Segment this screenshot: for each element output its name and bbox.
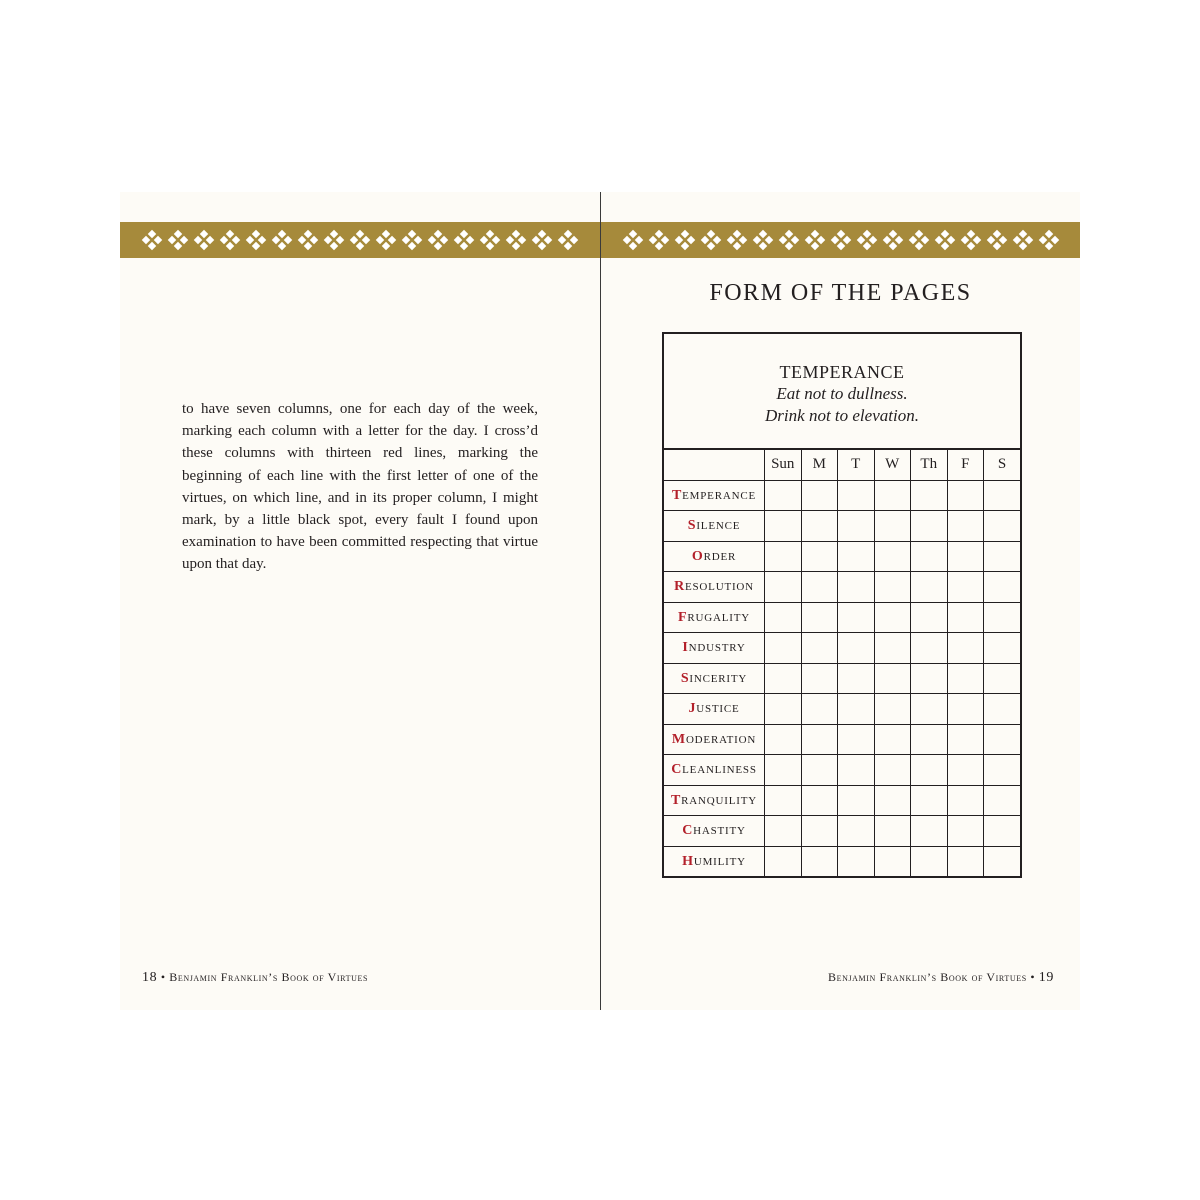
virtue-row [664,602,1020,633]
tally-cell [874,846,911,876]
four-diamond-cluster-icon [649,230,669,250]
four-diamond-cluster-icon [142,230,162,250]
tally-cell [874,541,911,572]
virtue-label [664,785,765,816]
day-header-cell: Th [911,450,948,480]
tally-cell [838,785,875,816]
four-diamond-cluster-icon [246,230,266,250]
virtue-rest: esolution [685,578,754,595]
tally-cell [947,602,984,633]
tally-cell [984,663,1021,694]
four-diamond-cluster-icon [805,230,825,250]
four-diamond-cluster-icon [558,230,578,250]
tally-cell [911,724,948,755]
virtue-label [664,816,765,847]
tally-cell [984,541,1021,572]
virtue-row [664,694,1020,725]
tally-cell [911,602,948,633]
four-diamond-cluster-icon [623,230,643,250]
four-diamond-cluster-icon [935,230,955,250]
tally-cell [765,541,802,572]
tally-cell [947,694,984,725]
four-diamond-cluster-icon [1013,230,1033,250]
four-diamond-cluster-icon [779,230,799,250]
tally-cell [801,785,838,816]
tally-cell [947,755,984,786]
tally-cell [838,724,875,755]
tally-cell [911,480,948,511]
day-header-cell: F [947,450,984,480]
virtue-row [664,511,1020,542]
tally-cell [801,633,838,664]
tally-cell [874,694,911,725]
four-diamond-cluster-icon [857,230,877,250]
virtue-label [664,755,765,786]
virtue-row [664,633,1020,664]
tally-cell [801,694,838,725]
tally-cell [838,602,875,633]
tally-cell [765,511,802,542]
tally-cell [874,724,911,755]
tally-cell [801,846,838,876]
tally-cell [874,572,911,603]
tally-cell [984,755,1021,786]
tally-cell [838,694,875,725]
tally-cell [838,846,875,876]
virtue-rest: leanliness [682,761,757,778]
four-diamond-cluster-icon [753,230,773,250]
virtue-rest: ndustry [688,639,746,656]
tally-cell [984,816,1021,847]
virtue-rest: ranquility [681,791,757,808]
tally-cell [838,816,875,847]
four-diamond-cluster-icon [194,230,214,250]
footer-bullet-left: • [160,970,166,984]
right-diamond-row [623,230,1059,250]
tally-cell [765,816,802,847]
four-diamond-cluster-icon [909,230,929,250]
virtue-initial: S [680,670,690,686]
tally-cell [911,846,948,876]
virtue-initial: I [682,640,689,656]
page-number-right: 19 [1038,970,1054,985]
tally-cell [947,480,984,511]
four-diamond-cluster-icon [831,230,851,250]
virtue-initial: C [682,823,694,839]
tally-cell [874,816,911,847]
four-diamond-cluster-icon [961,230,981,250]
virtue-initial: T [672,487,683,503]
precept-line-1: Eat not to dullness. [776,384,908,403]
tally-cell [911,816,948,847]
virtue-rest: umility [693,852,746,869]
tally-cell [984,511,1021,542]
tally-cell [984,694,1021,725]
day-header-cell: T [838,450,875,480]
virtue-initial: R [674,579,685,595]
tally-cell [984,724,1021,755]
tally-cell [838,755,875,786]
tally-cell [947,663,984,694]
left-diamond-row [142,230,578,250]
virtue-initial: H [682,853,694,869]
tally-cell [911,785,948,816]
tally-cell [911,541,948,572]
day-header-cell: S [984,450,1021,480]
four-diamond-cluster-icon [324,230,344,250]
virtue-row [664,724,1020,755]
virtue-chart [662,332,1022,878]
virtue-grid [664,450,1020,876]
tally-cell [838,480,875,511]
four-diamond-cluster-icon [168,230,188,250]
tally-cell [984,785,1021,816]
virtue-label [664,602,765,633]
day-header-cell: M [801,450,838,480]
tally-cell [801,724,838,755]
four-diamond-cluster-icon [428,230,448,250]
virtue-label [664,846,765,876]
tally-cell [765,633,802,664]
tally-cell [911,572,948,603]
virtue-rest: rugality [687,608,750,625]
virtue-label [664,694,765,725]
tally-cell [801,572,838,603]
virtue-initial: F [678,609,688,625]
tally-cell [765,694,802,725]
tally-cell [801,755,838,786]
left-footer [142,970,368,986]
tally-cell [838,633,875,664]
virtue-label [664,633,765,664]
virtue-row [664,816,1020,847]
tally-cell [947,724,984,755]
four-diamond-cluster-icon [532,230,552,250]
four-diamond-cluster-icon [480,230,500,250]
tally-cell [765,724,802,755]
right-footer [828,970,1054,986]
virtue-name: TEMPERANCE [779,362,905,382]
tally-cell [765,480,802,511]
virtue-initial: O [691,548,704,564]
tally-cell [801,816,838,847]
tally-cell [874,785,911,816]
virtue-rest: emperance [682,486,756,503]
tally-cell [911,694,948,725]
tally-cell [874,602,911,633]
virtue-rest: oderation [685,730,757,747]
four-diamond-cluster-icon [506,230,526,250]
tally-cell [801,602,838,633]
tally-cell [838,572,875,603]
tally-cell [984,633,1021,664]
precept-line-2: Drink not to elevation. [765,406,919,425]
corner-cell [664,450,765,480]
virtue-label [664,724,765,755]
tally-cell [765,602,802,633]
page-title: FORM OF THE PAGES [709,280,972,306]
four-diamond-cluster-icon [727,230,747,250]
tally-cell [801,663,838,694]
four-diamond-cluster-icon [272,230,292,250]
right-ornament-band [601,222,1080,258]
virtue-label [664,480,765,511]
four-diamond-cluster-icon [1039,230,1059,250]
page-number-left: 18 [142,970,158,985]
virtue-label [664,572,765,603]
left-ornament-band [120,222,600,258]
body-paragraph: to have seven columns, one for each day of the week, marking each column with a letter for the day. I cross’d these columns with thirteen red lines, marking the beginning of each line with the first letter of one of the virtues, on which line, and in its proper column, I might mark, by a little black spot, every fault I found upon examination to have been committed respecting that virtue upon that day. [182,401,538,573]
tally-cell [874,663,911,694]
four-diamond-cluster-icon [987,230,1007,250]
virtue-initial: S [687,518,697,534]
tally-cell [874,755,911,786]
four-diamond-cluster-icon [883,230,903,250]
four-diamond-cluster-icon [220,230,240,250]
virtue-header [664,334,1020,450]
virtue-row [664,785,1020,816]
tally-cell [874,480,911,511]
virtue-initial: C [671,762,683,778]
tally-cell [838,541,875,572]
four-diamond-cluster-icon [350,230,370,250]
day-header-cell: W [874,450,911,480]
four-diamond-cluster-icon [298,230,318,250]
virtue-rest: ustice [696,700,740,717]
tally-cell [801,511,838,542]
virtue-row [664,480,1020,511]
day-header-row [664,450,1020,480]
virtue-row [664,572,1020,603]
tally-cell [874,511,911,542]
four-diamond-cluster-icon [454,230,474,250]
footer-title-right: Benjamin Franklin’s Book of Virtues [828,970,1027,984]
day-header-cell: Sun [765,450,802,480]
tally-cell [947,541,984,572]
virtue-row [664,663,1020,694]
tally-cell [765,785,802,816]
virtue-label [664,663,765,694]
virtue-rest: incerity [689,669,748,686]
tally-cell [838,663,875,694]
tally-cell [984,846,1021,876]
tally-cell [801,541,838,572]
four-diamond-cluster-icon [402,230,422,250]
tally-cell [765,663,802,694]
footer-title-left: Benjamin Franklin’s Book of Virtues [169,970,368,984]
tally-cell [947,511,984,542]
page-gutter [600,192,601,1010]
virtue-label [664,541,765,572]
four-diamond-cluster-icon [675,230,695,250]
tally-cell [947,816,984,847]
footer-bullet-right: • [1030,970,1036,984]
virtue-rest: hastity [693,822,746,839]
virtue-row [664,541,1020,572]
tally-cell [911,511,948,542]
virtue-rest: ilence [696,517,741,534]
tally-cell [947,785,984,816]
tally-cell [911,755,948,786]
virtue-initial: M [671,731,686,747]
tally-cell [947,633,984,664]
virtue-rest: rder [703,547,737,564]
tally-cell [911,633,948,664]
four-diamond-cluster-icon [701,230,721,250]
virtue-initial: T [671,792,682,808]
tally-cell [911,663,948,694]
tally-cell [765,846,802,876]
tally-cell [801,480,838,511]
tally-cell [984,572,1021,603]
four-diamond-cluster-icon [376,230,396,250]
book-spread [120,192,1080,1010]
tally-cell [838,511,875,542]
tally-cell [984,602,1021,633]
virtue-initial: J [688,701,697,717]
tally-cell [765,572,802,603]
virtue-row [664,755,1020,786]
virtue-label [664,511,765,542]
tally-cell [874,633,911,664]
tally-cell [984,480,1021,511]
tally-cell [947,846,984,876]
tally-cell [947,572,984,603]
tally-cell [765,755,802,786]
virtue-row [664,846,1020,876]
